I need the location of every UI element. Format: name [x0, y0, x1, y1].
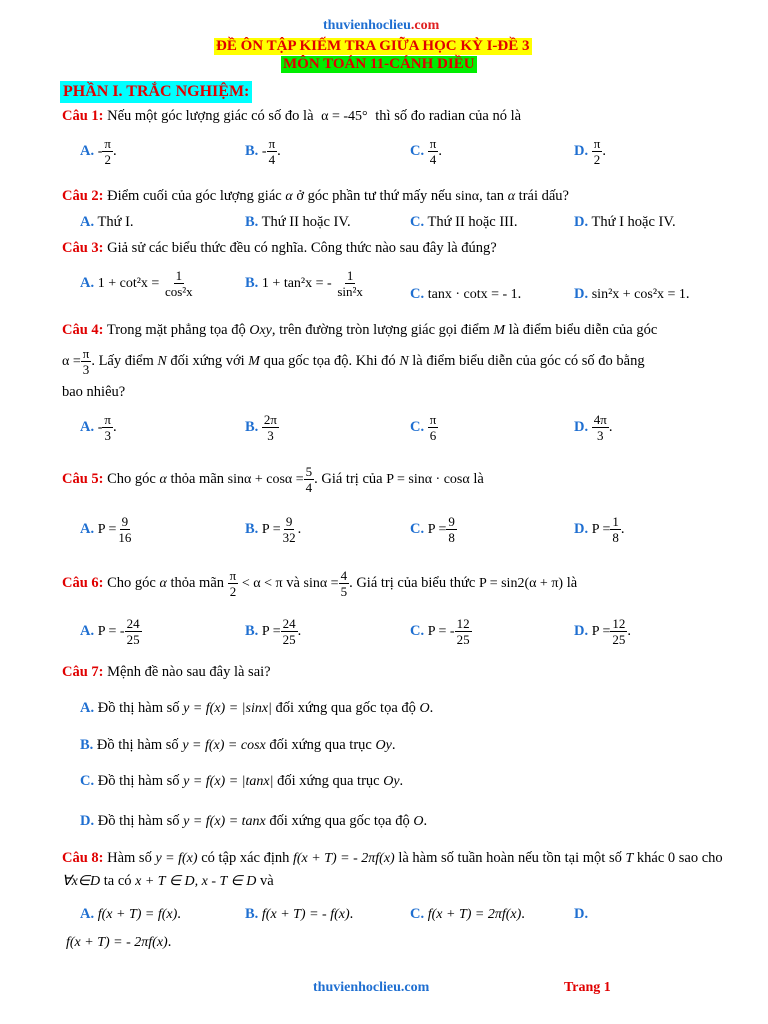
math-expression: P = -	[427, 623, 455, 639]
option-8d-label[interactable]	[574, 906, 588, 923]
denominator: sin²x	[337, 284, 363, 299]
math-expression: ∀x∈D	[62, 874, 101, 889]
question-label: Câu 1:	[62, 108, 104, 124]
option-text: Đồ thị hàm số	[97, 700, 180, 716]
option-text: Thứ I hoặc IV.	[591, 214, 676, 230]
fraction	[610, 514, 621, 545]
denominator: 4	[305, 480, 313, 495]
math-expression: P = -	[97, 623, 125, 639]
option-letter: D.	[574, 906, 589, 922]
math-sign: -	[97, 419, 103, 435]
footer-site[interactable]: thuvienhoclieu.com	[313, 980, 430, 995]
math-symbol: Oy	[383, 774, 400, 789]
denominator: 6	[429, 428, 437, 443]
option-text: đối xứng qua trục	[277, 773, 380, 789]
option-letter: C.	[80, 773, 95, 789]
question-text: thỏa mãn	[170, 574, 225, 591]
numerator: 9	[285, 514, 293, 529]
option-4d[interactable]: D. $\frac{4\pi}{3}$ .	[574, 412, 613, 443]
math-expression: y = f(x) = |tanx|	[183, 774, 274, 789]
question-5	[62, 464, 484, 495]
fraction	[304, 464, 315, 495]
option-7a[interactable]: A. Đồ thị hàm số y = f(x) = |sinx| đối xứng qua gốc tọa độ O.	[80, 700, 434, 716]
question-text: thỏa mãn	[170, 470, 225, 487]
denominator: 3	[82, 362, 90, 377]
question-4-line3: bao nhiêu?	[62, 384, 126, 400]
option-letter: A.	[80, 906, 95, 922]
math-expression: y = f(x) = tanx	[183, 814, 266, 829]
numerator: 4	[340, 568, 348, 583]
page-number: Trang 1	[564, 980, 611, 995]
option-letter: D.	[574, 622, 589, 639]
numerator: π	[429, 136, 437, 151]
numerator: 24	[282, 616, 296, 631]
math-expression: f(x + T) = - f(x)	[261, 907, 350, 922]
option-6c[interactable]	[410, 616, 472, 647]
option-letter: B.	[245, 418, 259, 435]
math-expression: P =	[261, 623, 281, 639]
denominator: 4	[268, 152, 276, 167]
fraction	[281, 514, 298, 545]
question-text: Trong mặt phẳng tọa độ	[106, 322, 246, 338]
numerator: π	[429, 412, 437, 427]
option-7c[interactable]: C. Đồ thị hàm số y = f(x) = |tanx| đối xứng qua trục Oy.	[80, 773, 404, 789]
math-expression: y = f(x) = |sinx|	[183, 701, 272, 716]
option-letter: B.	[245, 274, 259, 291]
option-letter: C.	[410, 418, 425, 435]
question-text: . Lấy điểm	[91, 352, 154, 369]
question-text: ở góc phần tư thứ mấy nếu	[296, 188, 452, 204]
question-text: Mệnh đề nào sau đây là sai?	[107, 664, 271, 680]
question-text: Điểm cuối của góc lượng giác	[107, 188, 282, 204]
option-letter: D.	[574, 520, 589, 537]
math-expression: P = sin2(α + π)	[478, 575, 564, 591]
math-expression: P =	[591, 521, 611, 537]
math-expression: 1 + tan²x = -	[261, 275, 332, 291]
fraction	[267, 136, 278, 167]
option-letter: D.	[574, 214, 589, 230]
option-5d[interactable]: D. P = $\frac{1}{8}$ .	[574, 514, 625, 545]
site-domain: .com	[410, 18, 440, 33]
fraction	[102, 412, 113, 443]
question-label: Câu 2:	[62, 188, 104, 204]
math-symbol: N	[399, 353, 409, 369]
numerator: 9	[121, 514, 129, 529]
math-expression: tanx · cotx = - 1	[427, 287, 518, 302]
question-label: Câu 5:	[62, 470, 104, 487]
question-6	[62, 568, 577, 599]
denominator: 3	[597, 428, 604, 443]
fraction	[281, 616, 298, 647]
option-letter: C.	[410, 622, 425, 639]
option-letter: B.	[245, 906, 259, 922]
math-symbol: O	[413, 814, 424, 829]
question-text: Nếu một góc lượng giác có số đo là	[107, 108, 314, 124]
question-text: và	[286, 574, 300, 591]
question-7	[62, 664, 271, 681]
exam-subtitle: MÔN TOÁN 11-CÁNH DIỀU	[283, 56, 475, 72]
question-text: thì số đo radian của nó là	[375, 108, 522, 124]
denominator: 8	[448, 530, 455, 545]
fraction	[446, 514, 457, 545]
option-5c[interactable]	[410, 514, 457, 545]
math-symbol: M	[493, 323, 506, 338]
option-letter: B.	[245, 214, 259, 230]
exam-title: ĐỀ ÔN TẬP KIẾM TRA GIỮA HỌC KỲ I-ĐỀ 3	[216, 38, 530, 54]
option-letter: C.	[410, 214, 425, 230]
option-letter: D.	[574, 142, 589, 159]
question-text: là điểm biểu diễn của góc	[508, 322, 658, 338]
denominator: 25	[612, 632, 626, 647]
numerator: π	[104, 412, 111, 427]
numerator: 9	[448, 514, 455, 529]
option-letter: C.	[410, 286, 425, 302]
denominator: 8	[612, 530, 619, 545]
numerator: π	[229, 568, 237, 583]
option-text: Đồ thị hàm số	[97, 773, 180, 789]
math-expression: 1 + cot²x =	[97, 275, 160, 291]
numerator: 5	[305, 464, 313, 479]
fraction	[592, 412, 609, 443]
option-text: đối xứng qua gốc tọa độ	[275, 700, 416, 716]
math-expression: y = f(x)	[155, 851, 198, 866]
option-letter: B.	[245, 142, 259, 159]
math-expression: P =	[427, 521, 447, 537]
site-title	[323, 18, 439, 34]
question-label: Câu 6:	[62, 574, 104, 591]
fraction	[262, 412, 279, 443]
option-letter: A.	[80, 142, 95, 159]
option-letter: D.	[574, 418, 589, 435]
question-text: trái dấu?	[518, 188, 569, 204]
option-3d[interactable]: D. sin²x + cos²x = 1.	[574, 286, 690, 302]
numerator: 12	[612, 616, 626, 631]
option-2d[interactable]	[574, 214, 676, 231]
site-name: thuvienhoclieu	[323, 18, 411, 33]
math-symbol: α	[159, 575, 167, 591]
option-text: Thứ I.	[97, 214, 134, 230]
option-5b[interactable]: B. P = $\frac{9}{32}$ .	[245, 514, 302, 545]
question-label: Câu 3:	[62, 240, 104, 256]
numerator: 24	[126, 616, 140, 631]
math-expression: < α < π	[241, 575, 283, 591]
math-expression: sinα	[455, 189, 480, 204]
fraction	[428, 136, 439, 167]
fraction	[335, 268, 365, 299]
question-4-line2	[62, 346, 645, 377]
denominator: 2	[593, 152, 601, 167]
option-text: đối xứng qua trục	[269, 737, 372, 753]
math-sign: -	[261, 143, 267, 159]
fraction	[592, 136, 603, 167]
option-letter: C.	[410, 520, 425, 537]
option-text: Thứ II hoặc III.	[427, 214, 518, 230]
fraction	[102, 136, 113, 167]
question-label: Câu 4:	[62, 322, 104, 338]
question-4	[62, 322, 657, 339]
question-text: là điểm biểu diễn của góc có số đo bằng	[412, 352, 645, 369]
fraction	[455, 616, 472, 647]
fraction	[116, 514, 133, 545]
numerator: π	[268, 136, 276, 151]
question-3	[62, 240, 497, 257]
option-4a[interactable]: A. - $\frac{\pi}{3}$ .	[80, 412, 117, 443]
option-1d[interactable]: D. $\frac{\pi}{2}$ .	[574, 136, 606, 167]
option-6d[interactable]: D. P = $\frac{12}{25}$ .	[574, 616, 632, 647]
denominator: 25	[456, 632, 470, 647]
math-expression: P = sinα · cosα	[386, 471, 470, 487]
question-text: Cho góc	[107, 574, 156, 591]
numerator: π	[82, 346, 90, 361]
question-text: Giả sử các biểu thức đều có nghĩa. Công thức nào sau đây là đúng?	[107, 240, 497, 256]
option-text: Đồ thị hàm số	[97, 813, 180, 829]
denominator: 3	[267, 428, 274, 443]
section-heading: PHẦN I. TRẮC NGHIỆM:	[60, 81, 252, 103]
question-label: Câu 7:	[62, 664, 104, 680]
question-text: đối xứng với	[170, 352, 245, 369]
option-letter: D.	[574, 286, 589, 302]
math-expression: P =	[261, 521, 281, 537]
option-6b[interactable]: B. P = $\frac{24}{25}$ .	[245, 616, 302, 647]
question-text: có tập xác định	[201, 850, 290, 866]
option-4c[interactable]	[410, 412, 438, 443]
numerator: 1	[175, 268, 183, 283]
math-expression: f(x + T) = 2πf(x)	[427, 907, 522, 922]
question-text: , tan	[479, 188, 505, 204]
option-8d[interactable]: f(x + T) = - 2πf(x).	[66, 934, 172, 950]
math-expression: y = f(x) = cosx	[182, 738, 266, 753]
option-4b[interactable]	[245, 412, 279, 443]
option-1a[interactable]: A. - $\frac{\pi}{2}$ .	[80, 136, 117, 167]
math-symbol: α	[507, 189, 516, 204]
question-8	[62, 850, 723, 867]
fraction	[81, 346, 92, 377]
option-letter: D.	[80, 813, 95, 829]
option-3c[interactable]: C. tanx · cotx = - 1.	[410, 286, 522, 302]
option-7d[interactable]: D. Đồ thị hàm số y = f(x) = tanx đối xứng qua gốc tọa độ O.	[80, 813, 428, 829]
option-letter: B.	[245, 520, 259, 537]
math-expression: f(x + T) = - 2πf(x)	[66, 935, 168, 950]
denominator: 2	[229, 584, 237, 599]
denominator: 3	[104, 428, 111, 443]
math-symbol: T	[625, 851, 634, 866]
math-expression: α =	[62, 353, 81, 369]
option-5a[interactable]	[80, 514, 133, 545]
math-expression: sin²x + cos²x = 1	[591, 287, 686, 302]
math-sign: -	[97, 143, 103, 159]
math-expression: x + T ∈ D, x - T ∈ D	[135, 874, 257, 889]
math-symbol: α	[159, 471, 167, 487]
option-text: đối xứng qua gốc tọa độ	[269, 813, 410, 829]
question-text: , trên đường tròn lượng giác gọi điểm	[271, 322, 490, 338]
fraction	[163, 268, 195, 299]
question-text: khác 0 sao cho	[636, 850, 723, 866]
fraction	[610, 616, 627, 647]
math-expression: f(x + T) = f(x)	[97, 907, 178, 922]
option-8b[interactable]: B. f(x + T) = - f(x).	[245, 906, 354, 922]
option-text: Thứ II hoặc IV.	[261, 214, 351, 230]
denominator: 25	[282, 632, 296, 647]
math-symbol: M	[248, 353, 260, 369]
denominator: 32	[282, 530, 296, 545]
option-6a[interactable]	[80, 616, 142, 647]
numerator: π	[104, 136, 111, 151]
denominator: 2	[104, 152, 111, 167]
math-symbol: Oy	[375, 738, 392, 753]
fraction	[125, 616, 142, 647]
question-2	[62, 188, 569, 205]
math-symbol: f(x + T) = - 2πf(x)	[293, 851, 395, 866]
math-expression: P =	[591, 623, 611, 639]
option-letter: A.	[80, 700, 95, 716]
question-text: là	[473, 470, 484, 487]
question-text: Cho góc	[107, 470, 156, 487]
numerator: 4π	[593, 412, 607, 427]
denominator: 5	[340, 584, 348, 599]
math-symbol: N	[157, 353, 167, 369]
numerator: 12	[456, 616, 470, 631]
option-letter: A.	[80, 520, 95, 537]
question-8-line2	[62, 873, 274, 890]
math-expression: sinα + cosα =	[227, 471, 304, 487]
question-text: . Giá trị của	[314, 470, 383, 487]
question-label: Câu 8:	[62, 850, 104, 866]
option-letter: A.	[80, 274, 95, 291]
question-1	[62, 108, 521, 125]
option-letter: A.	[80, 622, 95, 639]
numerator: 2π	[263, 412, 277, 427]
option-1b[interactable]: B. - $\frac{\pi}{4}$ .	[245, 136, 281, 167]
option-8c[interactable]: C. f(x + T) = 2πf(x).	[410, 906, 525, 922]
question-text: ta có	[103, 873, 132, 889]
denominator: cos²x	[164, 284, 193, 299]
denominator: 25	[126, 632, 140, 647]
option-text: Đồ thị hàm số	[96, 737, 179, 753]
numerator: π	[593, 136, 601, 151]
option-3a[interactable]	[80, 268, 195, 299]
math-expression: P =	[97, 521, 117, 537]
option-letter: B.	[80, 737, 94, 753]
option-2a[interactable]	[80, 214, 134, 231]
question-text: là	[566, 574, 578, 591]
question-text: và	[259, 873, 274, 889]
fraction	[428, 412, 439, 443]
question-text: . Giá trị của biểu thức	[349, 574, 476, 591]
option-letter: B.	[245, 622, 259, 639]
math-symbol: O	[419, 701, 430, 716]
denominator: 16	[118, 530, 132, 545]
fraction	[339, 568, 350, 599]
math-symbol: Oxy	[249, 323, 272, 338]
option-letter: A.	[80, 418, 95, 435]
option-letter: C.	[410, 142, 425, 159]
option-3b[interactable]	[245, 268, 365, 299]
numerator: 1	[612, 514, 619, 529]
option-letter: A.	[80, 214, 95, 230]
fraction	[228, 568, 239, 599]
option-8a[interactable]: A. f(x + T) = f(x).	[80, 906, 181, 922]
math-expression: α = -45°	[321, 109, 368, 124]
option-2c[interactable]	[410, 214, 517, 231]
option-letter: C.	[410, 906, 425, 922]
question-text: Hàm số	[107, 850, 152, 866]
numerator: 1	[346, 268, 354, 283]
option-7b[interactable]: B. Đồ thị hàm số y = f(x) = cosx đối xứng qua trục Oy.	[80, 737, 396, 753]
denominator: 4	[429, 152, 437, 167]
option-1c[interactable]: C. $\frac{\pi}{4}$ .	[410, 136, 442, 167]
option-2b[interactable]	[245, 214, 351, 231]
question-text: qua gốc tọa độ. Khi đó	[263, 352, 396, 369]
math-expression: sinα =	[303, 575, 339, 591]
question-text: là hàm số tuần hoàn nếu tồn tại một số	[398, 850, 622, 866]
math-symbol: α	[285, 189, 293, 204]
